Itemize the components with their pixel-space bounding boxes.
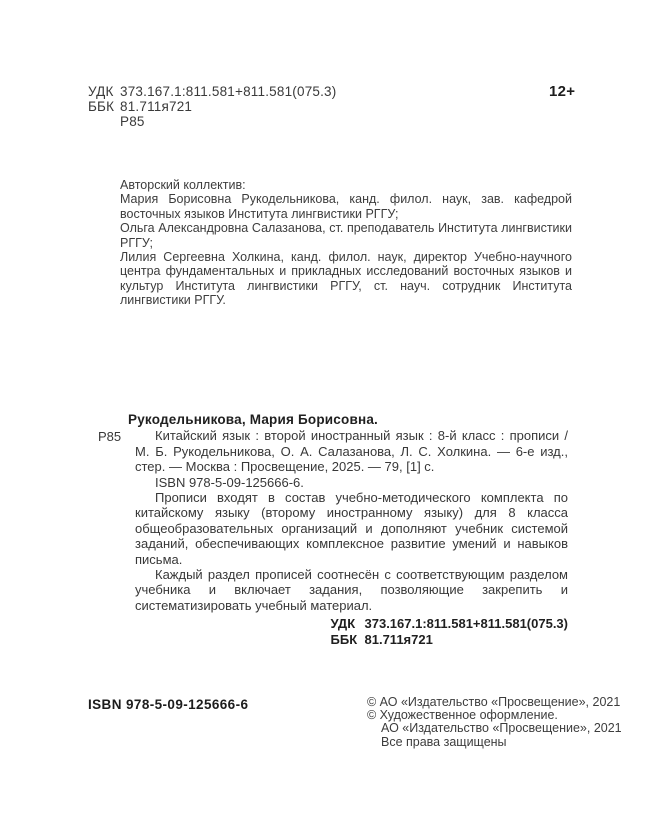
- author-entry: Ольга Александровна Салазанова, ст. преподаватель Института лингвистики РГГУ;: [120, 221, 572, 250]
- catalog-isbn: ISBN 978-5-09-125666-6.: [155, 474, 304, 490]
- shelf-code: Р85: [120, 114, 145, 129]
- copyright-line: © Художественное оформление.: [367, 708, 558, 723]
- udk-value: 373.167.1:811.581+811.581(075.3): [120, 84, 337, 99]
- copyright-line: АО «Издательство «Просвещение», 2021: [381, 721, 622, 736]
- catalog-shelf-code: Р85: [98, 429, 122, 445]
- author-entry: Мария Борисовна Рукодельникова, канд. филол. наук, зав. кафедрой восточных языков Института лингвистики РГГУ;: [120, 192, 572, 221]
- author-entry: Лилия Сергеевна Холкина, канд. филол. наук, директор Учебно-научного центра фундаментальных и прикладных исследований восточных языков и культур Института лингвистики РГГУ, ст. науч. сотрудник Института лингвистики РГГУ.: [120, 250, 572, 308]
- footer-isbn: ISBN 978-5-09-125666-6: [88, 697, 249, 712]
- bbk-value: 81.711я721: [120, 99, 193, 114]
- imprint-bbk-value: 81.711я721: [364, 631, 433, 647]
- top-codes-block: [88, 84, 336, 129]
- udk-row: [88, 84, 336, 99]
- shelf-code-row: [88, 114, 336, 129]
- authors-block: [120, 178, 572, 308]
- imprint-bbk-label: ББК: [330, 631, 358, 647]
- catalog-entry: [98, 412, 568, 647]
- catalog-entry-body: [98, 428, 568, 474]
- bibliographic-description: Китайский язык : второй иностранный язык : 8-й класс : прописи / М. Б. Рукодельникова, О. А. Салазанова, Л. С. Холкина. — 6-е изд., стер. — Москва : Просвещение, 2025. — 79, [1] с.: [135, 428, 568, 475]
- copyright-block: [367, 696, 622, 749]
- imprint-bbk-row: [331, 632, 569, 647]
- bbk-label: ББК: [88, 99, 115, 114]
- imprint-codes-block: [331, 616, 569, 647]
- catalog-author-header: Рукодельникова, Мария Борисовна.: [128, 412, 378, 427]
- imprint-udk-row: [331, 616, 569, 631]
- imprint-udk-value: 373.167.1:811.581+811.581(075.3): [364, 616, 568, 632]
- bbk-row: [88, 99, 336, 114]
- copyright-line: © АО «Издательство «Просвещение», 2021: [367, 695, 621, 709]
- annotation-paragraph: Каждый раздел прописей соотнесён с соответствующим разделом учебника и включает задания, позволяющие закрепить и систематизировать учебный материал.: [135, 567, 568, 613]
- copyright-line: Все права защищены: [381, 734, 507, 749]
- authors-heading: Авторский коллектив:: [120, 178, 246, 192]
- imprint-udk-label: УДК: [330, 616, 356, 632]
- udk-label: УДК: [88, 84, 114, 99]
- annotation-paragraph: Прописи входят в состав учебно-методического комплекта по китайскому языку (второму иностранному языку) для 8 класса общеобразовательных организаций и дополняют учебник системой заданий, обеспечивающих комплексное развитие умений и навыков письма.: [135, 490, 568, 567]
- age-rating-badge: 12+: [549, 83, 576, 100]
